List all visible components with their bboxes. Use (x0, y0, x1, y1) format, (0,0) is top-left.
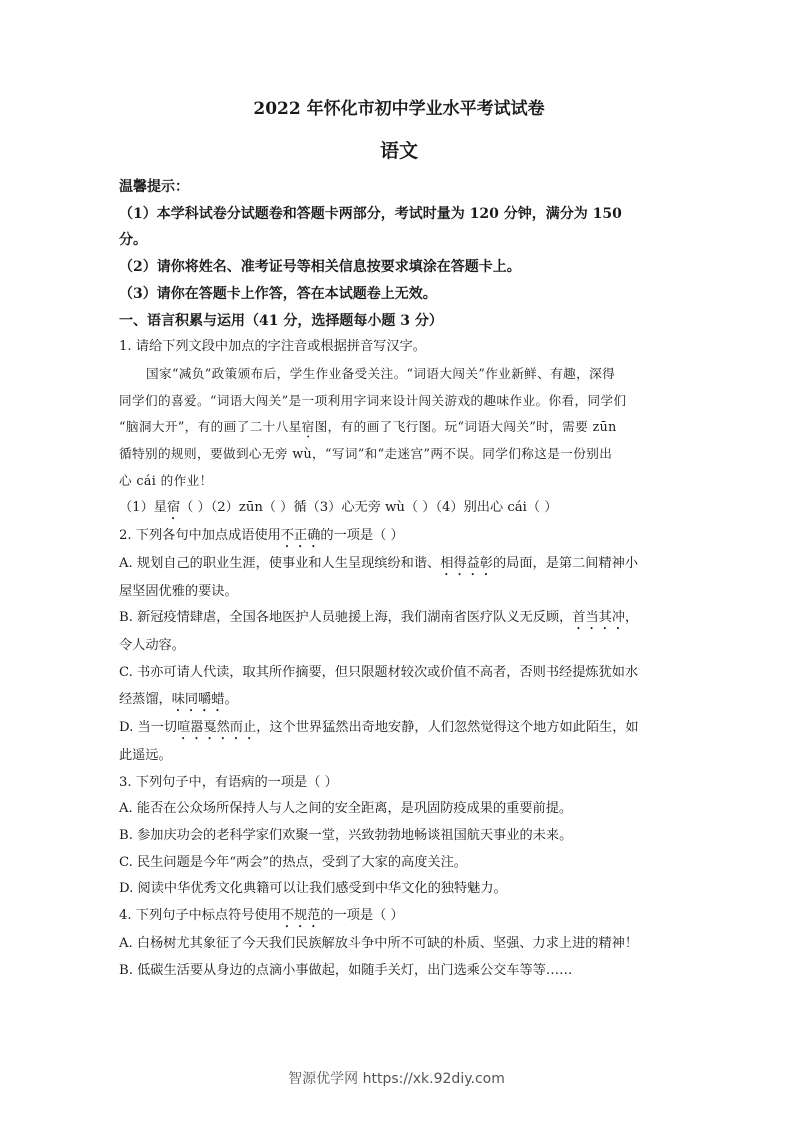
text-run: 经蒸馏， (119, 691, 172, 707)
q2-option-c: C. 书亦可请人代读，取其所作摘要，但只限题材较次或价值不高者，否则书经提炼犹如水 (119, 665, 639, 681)
text-run: ，这个世界猛然出奇地安静，人们忽然觉得这个地方如此陌生，如 (256, 719, 639, 735)
notice-heading: 温馨提示： (119, 179, 189, 195)
text-run: “脑洞大开”，有的画了二十八星 (119, 419, 302, 435)
q2-option-d (119, 715, 679, 743)
dotted-text: 不规范 (280, 908, 321, 924)
q3-option-b: B. 参加庆功会的老科学家们欢聚一堂，兴致勃勃地畅谈祖国航天事业的未来。 (119, 827, 573, 843)
section-1-heading: 一、语言积累与运用（41 分，选择题每小题 3 分） (119, 312, 443, 329)
text-run: 2. 下列各句中加点成语使用 (119, 527, 281, 543)
dotted-text: 喧嚣戛然而止 (177, 719, 257, 735)
text-run: （ ）（2）zūn（ ）循（3）心无旁 wù（ ）（4）别出心 cái（ ） (180, 499, 558, 515)
text-run: 图，有的画了飞行图。玩“词语大闯关”时，需要 zūn (314, 419, 617, 435)
q2-option-a (119, 551, 679, 579)
q3-option-a: A. 能否在公众场所保持人与人之间的安全距离，是巩固防疫成果的重要前提。 (119, 801, 573, 817)
notice-item-1-cont: 分。 (119, 232, 147, 249)
text-run: D. 当一切 (119, 719, 178, 735)
dotted-char: 宿 (301, 419, 315, 435)
q3-stem: 3. 下列句子中，有语病的一项是（ ） (119, 774, 338, 790)
q2-option-b (119, 605, 679, 633)
q2-stem (119, 523, 679, 551)
dotted-text: 相得益彰 (440, 555, 493, 571)
text-run: ， (625, 610, 639, 626)
q4-option-b: B. 低碳生活要从身边的点滴小事做起，如随手关灯，出门选乘公交车等等…… (119, 962, 573, 978)
text-run: 的一项是（ ） (320, 527, 404, 543)
text-run: 的一项是（ ） (320, 908, 404, 924)
dotted-text: 不正确 (280, 527, 321, 543)
dotted-text: 味同嚼蜡 (171, 691, 225, 707)
q1-passage-line: 同学们的喜爱。“词语大闯关”是一项利用字词来设计闯关游戏的趣味作业。你看，同学们 (119, 392, 627, 408)
footer-watermark: 智源优学网 https://xk.92diy.com (288, 1071, 505, 1087)
exam-page (119, 96, 679, 984)
q2-option-b-cont: 令人动容。 (119, 638, 185, 654)
q4-option-a: A. 白杨树尤其象征了今天我们民族解放斗争中所不可缺的朴质、坚强、力求上进的精神！ (119, 936, 639, 952)
q1-answer-line (119, 495, 679, 523)
q1-passage-line: 心 cái 的作业！ (119, 473, 213, 489)
text-run: 的局面，是第二间精神小 (492, 555, 639, 571)
q1-passage-line (119, 414, 679, 441)
exam-title: 2022 年怀化市初中学业水平考试试卷 (253, 99, 545, 119)
notice-item-1: （1）本学科试卷分试题卷和答题卡两部分，考试时量为 120 分钟，满分为 150 (119, 205, 622, 222)
exam-subject: 语文 (379, 140, 418, 162)
q1-passage-line: 国家“减负”政策颁布后，学生作业备受关注。“词语大闯关”作业新鲜、有趣，深得 (146, 365, 616, 381)
text-run: 4. 下列句子中标点符号使用 (119, 908, 281, 924)
notice-item-2: （2）请你将姓名、准考证号等相关信息按要求填涂在答题卡上。 (119, 259, 521, 276)
q3-option-c: C. 民生问题是今年“两会”的热点，受到了大家的高度关注。 (119, 854, 467, 870)
text-run: B. 新冠疫情肆虐，全国各地医护人员驰援上海，我们湖南省医疗队义无反顾， (119, 610, 573, 626)
q4-stem (119, 903, 679, 931)
text-run: 。 (224, 691, 238, 707)
q2-option-a-cont: 屋坚固优雅的要诀。 (119, 583, 238, 599)
notice-item-3: （3）请你在答题卡上作答，答在本试题卷上无效。 (119, 285, 437, 302)
q1-passage-line: 循特别的规则，要做到心无旁 wù，“写词”和“走迷宫”两不误。同学们称这是一份别出 (119, 446, 613, 462)
text-run: A. 规划自己的职业生涯，使事业和人生呈现缤纷和谐、 (119, 555, 441, 571)
q2-option-c-cont (119, 687, 679, 715)
dotted-text: 首当其冲 (572, 610, 626, 626)
q3-option-d: D. 阅读中华优秀文化典籍可以让我们感受到中华文化的独特魅力。 (119, 881, 507, 897)
text-run: （1）星 (119, 499, 167, 515)
q1-stem: 1. 请给下列文段中加点的字注音或根据拼音写汉字。 (119, 339, 426, 355)
q2-option-d-cont: 此遥远。 (119, 747, 172, 763)
dotted-char: 宿 (166, 499, 181, 515)
